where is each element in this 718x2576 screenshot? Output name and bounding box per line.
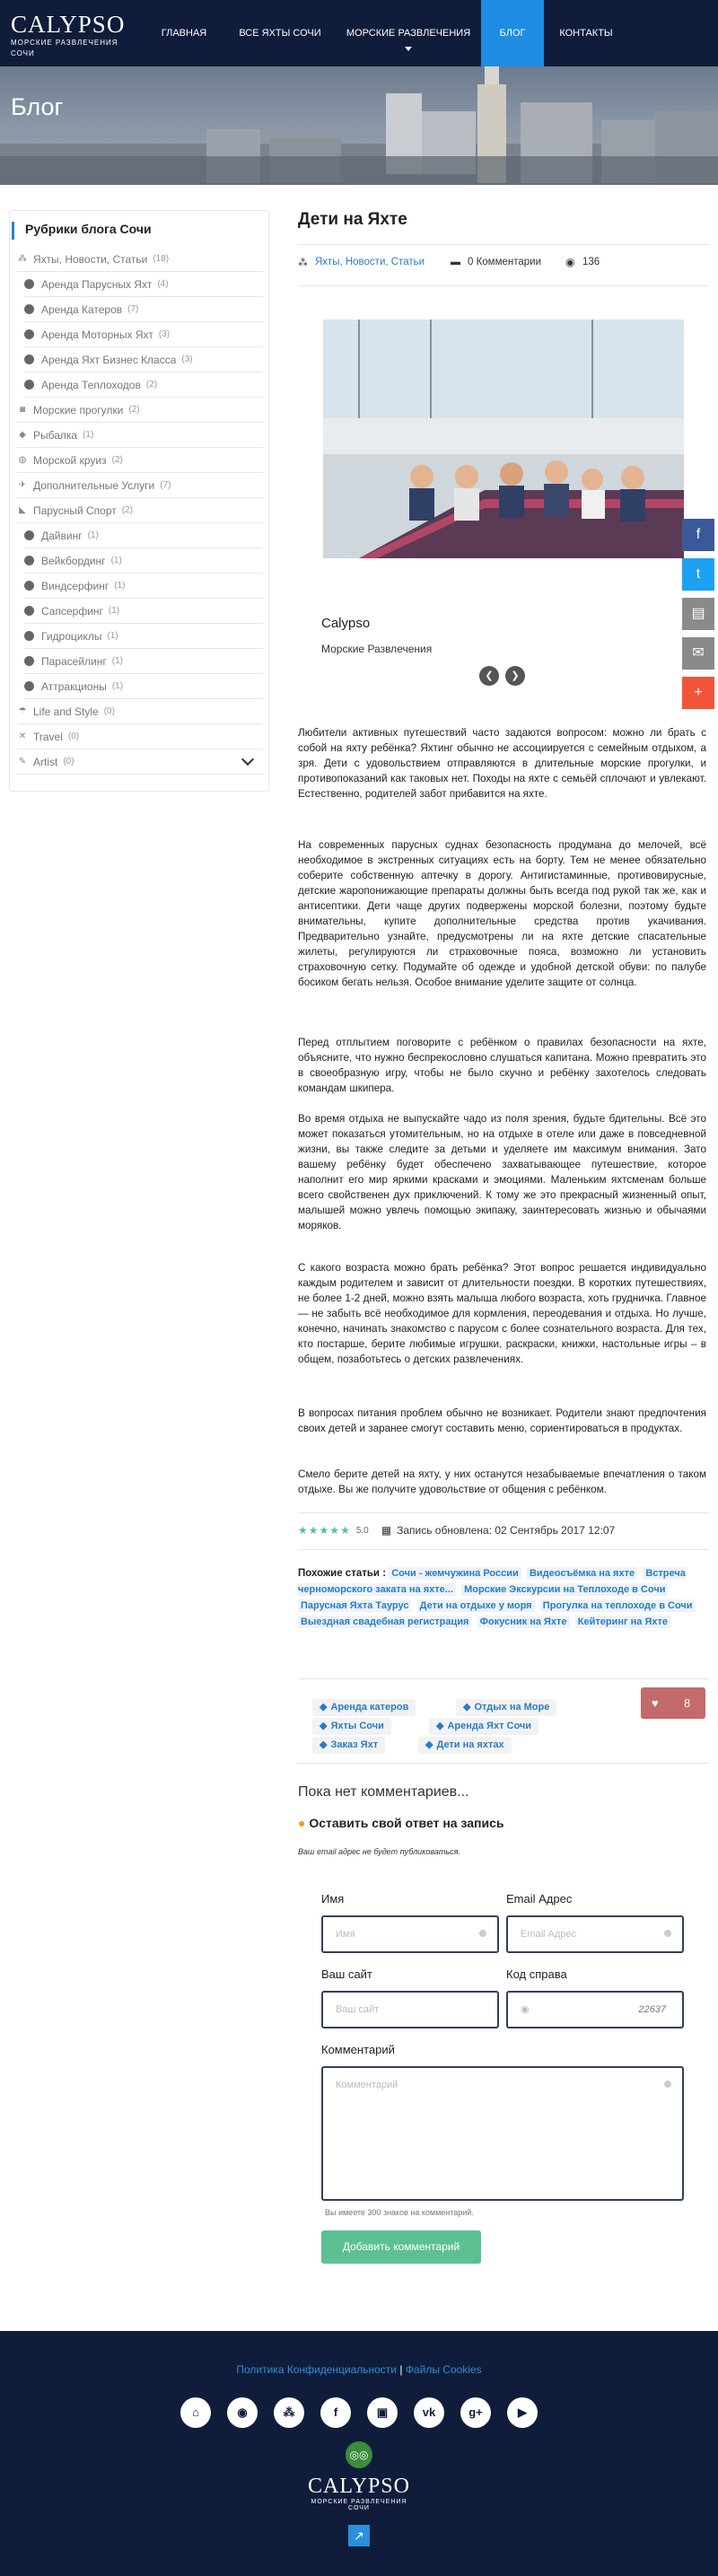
logo-title: CALYPSO	[11, 11, 126, 38]
sidebar-category-item[interactable]	[17, 749, 263, 775]
name-field[interactable]	[321, 1915, 499, 1953]
sidebar-category-item[interactable]	[17, 247, 263, 272]
divider	[298, 1549, 709, 1550]
sidebar-category-count: (2)	[128, 405, 140, 415]
related-link[interactable]: Видеосъёмка на яхте	[527, 1567, 637, 1580]
bullet-icon	[24, 556, 34, 565]
chars-left-text: Вы имеете 300 знаков на комментарий.	[325, 2208, 474, 2217]
twitter-icon: t	[696, 566, 701, 582]
sidebar-category-label: Гидроциклы	[41, 629, 102, 643]
sidebar-category-count: (1)	[111, 656, 123, 666]
tag-label: Аренда Яхт Сочи	[447, 1721, 532, 1731]
tag-icon: ◆	[463, 1702, 471, 1713]
no-comments-text: Пока нет комментариев...	[298, 1784, 469, 1800]
name-placeholder: Имя	[336, 1929, 355, 1940]
sidebar-category-count: (0)	[103, 706, 115, 716]
sidebar-category-item[interactable]	[24, 574, 263, 599]
related-link[interactable]: Фокусник на Яхте	[477, 1616, 570, 1628]
name-label: Имя	[321, 1892, 345, 1906]
youtube-icon[interactable]: ▶	[507, 2397, 538, 2428]
captcha-label: Код справа	[506, 1967, 567, 1981]
article-paragraph: Перед отплытием поговорите с ребёнком о правилах безопасности на яхте, объясните, что нужно беспрекословно слушаться капитана. Можно превратить это в своеобразную игру, чтобы не было скучно и ребёнку захотелось следовать командам шкипера.	[298, 1037, 706, 1094]
footer-logo-title: CALYPSO	[308, 2475, 410, 2498]
tag[interactable]	[456, 1699, 556, 1716]
globe-icon: ◍	[18, 455, 27, 465]
article-updated: Запись обновлена: 02 Сентябрь 2017 12:07	[397, 1524, 616, 1537]
rating-value: 5.0	[355, 1525, 369, 1536]
sidebar-heading: Рубрики блога Сочи	[12, 222, 152, 240]
sidebar-category-count: (0)	[67, 732, 80, 741]
bullet-icon	[24, 329, 34, 339]
calendar-icon: ▦	[381, 1524, 392, 1537]
sidebar-category-label: Аренда Моторных Яхт	[41, 328, 153, 341]
star-icon[interactable]: ★	[340, 1524, 350, 1537]
star-icon[interactable]: ★	[298, 1524, 308, 1537]
umbrella-icon: ☂	[18, 706, 27, 716]
mail-icon: ✉	[692, 645, 705, 661]
sidebar-category-item[interactable]	[24, 322, 263, 347]
site-logo[interactable]	[11, 11, 136, 56]
sidebar-category-item[interactable]	[17, 398, 263, 423]
bullet-icon	[24, 681, 34, 691]
heart-icon: ♥	[652, 1696, 659, 1710]
leave-reply-label: Оставить свой ответ на запись	[309, 1816, 504, 1830]
sidebar-category-label: Аренда Теплоходов	[41, 378, 141, 391]
article-paragraph: Во время отдыха не выпускайте чадо из поля зрения, будьте бдительны. Всё это может показаться утомительным, но на отдыхе в отеле или даже в повседневной жизни, вы также следите за детьми и уделяете им максимум внимания. Зато вашему ребёнку будет обеспечено захватывающее путешествие, которое наполнит его мир яркими красками и эмоциями. Маленьким яхтсменам больше всего свойственен дух приключений. К тому же это прекрасный жизненный опыт, малышей можно увлечь помощью экипажу, заинтересовать жизнью и обычаями моряков.	[298, 1113, 706, 1231]
sidebar-category-count: (7)	[160, 480, 171, 490]
website-placeholder: Ваш сайт	[336, 2004, 380, 2015]
comment-icon: ▬	[451, 257, 460, 267]
sidebar-category-count: (4)	[157, 279, 169, 289]
related-label: Похожие статьи :	[298, 1568, 387, 1579]
google-plus-icon[interactable]: g+	[460, 2397, 491, 2428]
comment-icon: ●	[298, 1816, 306, 1830]
tag-label: Дети на яхтах	[436, 1739, 504, 1750]
star-icon[interactable]: ★	[308, 1524, 319, 1537]
privacy-link[interactable]: Политика Конфиденциальности	[236, 2363, 397, 2376]
article-rating	[298, 1524, 615, 1537]
facebook-icon[interactable]: f	[320, 2397, 351, 2428]
status-dot	[479, 1930, 486, 1937]
footer-links	[0, 2363, 718, 2376]
nav-sea-entertainment-label: МОРСКИЕ РАЗВЛЕЧЕНИЯ	[346, 28, 471, 39]
status-dot	[664, 2081, 671, 2088]
sidebar-category-item[interactable]	[24, 674, 263, 699]
sidebar-category-item[interactable]	[17, 473, 263, 498]
related-link[interactable]: Встреча черноморского заката на яхте...	[298, 1568, 686, 1595]
star-icon[interactable]: ★	[319, 1524, 329, 1537]
sitemap-icon: ⁂	[298, 258, 308, 268]
home-icon[interactable]: ⌂	[180, 2397, 211, 2428]
blog-categories-sidebar	[9, 210, 269, 792]
cookies-link[interactable]: Файлы Cookies	[405, 2363, 482, 2376]
tag-label: Яхты Сочи	[330, 1721, 384, 1731]
related-link[interactable]: Выездная свадебная регистрация	[298, 1616, 471, 1628]
divider	[298, 285, 709, 286]
sidebar-category-count: (2)	[145, 380, 158, 390]
tag[interactable]	[312, 1699, 416, 1716]
vk-icon[interactable]: vk	[414, 2397, 444, 2428]
related-link[interactable]: Прогулка на теплоходе в Сочи	[540, 1599, 696, 1612]
twitter-share-button[interactable]	[682, 558, 714, 591]
sidebar-category-item[interactable]	[17, 498, 263, 523]
carousel-next-button[interactable]: ❯	[505, 666, 525, 686]
sidebar-category-label: Парусный Спорт	[33, 504, 117, 517]
email-field[interactable]	[506, 1915, 684, 1953]
bullet-icon	[24, 380, 34, 390]
like-button[interactable]	[641, 1687, 705, 1719]
sidebar-category-label: Аренда Парусных Яхт	[41, 277, 153, 291]
sitemap-icon[interactable]: ⁂	[274, 2397, 304, 2428]
article-category-link[interactable]: Яхты, Новости, Статьи	[315, 257, 425, 267]
article-paragraph: На современных парусных суднах безопасность продумана до мелочей, всё необходимое в экстренных ситуациях есть на борту. Тем не менее обязательно соберите собственную аптечку в дорогу. Антигистаминные, противовирусные, детские жаропонижающие препараты должны быть всегда под рукой так же, как и антисептики. Дети чаще других подвержены морской болезни, поэтому будьте внимательны, купите дополнительные средства против укачивания. Предварительно узнайте, предусмотрены ли на яхте детские спасательные жилеты, регулируются ли страховочные пояса, возможно ли установить страховочную сетку. Подумайте об одежде и удобной детской обуви: по палубе босиком бегать нельзя. Особое внимание уделите защите от солнца.	[298, 839, 706, 988]
bullet-icon	[24, 581, 34, 591]
star-icon[interactable]: ★	[329, 1524, 340, 1537]
chevron-down-icon	[405, 47, 412, 51]
sidebar-category-count: (3)	[158, 329, 171, 339]
sidebar-category-label: Морской круиз	[33, 453, 107, 467]
sidebar-category-label: Дополнительные Услуги	[33, 478, 155, 492]
more-share-button[interactable]	[682, 677, 714, 709]
captcha-code: 22637	[638, 2004, 666, 2015]
nav-home[interactable]: ГЛАВНАЯ	[161, 28, 207, 39]
eye-icon: ◉	[565, 256, 575, 268]
sidebar-category-count: (1)	[83, 430, 94, 440]
tag[interactable]	[312, 1718, 391, 1735]
related-link[interactable]: Сочи - жемчужина России	[389, 1567, 521, 1580]
article-views: 136	[582, 257, 600, 267]
article-comments-count[interactable]: 0 Комментарии	[468, 257, 542, 267]
hero-title: Блог	[11, 93, 64, 120]
city-skyline-image	[0, 66, 718, 185]
divider	[298, 244, 709, 245]
sidebar-category-label: Парасейлинг	[41, 654, 107, 668]
sidebar-category-item[interactable]	[17, 724, 263, 749]
submit-comment-button[interactable]: Добавить комментарий	[321, 2230, 481, 2264]
tag-label: Отдых на Море	[474, 1702, 550, 1713]
article-paragraph: С какого возраста можно брать ребёнка? Этот вопрос решается индивидуально каждым родителем и зависит от длительности поездки. В коротких путешествиях, не более 1-2 дней, можно взять малыша любого возраста, хоть грудничка. Главное — не забыть всё необходимое для кормления, переодевания и отдыха. Но лучше, конечно, начинать знакомство с парусом с более сознательного возраста. Для тех, кто постарше, берите любимые игрушки, раскраски, книжки, настольные игры – в общем, позаботьтесь о детских развлечениях.	[298, 1262, 706, 1365]
sidebar-category-item[interactable]	[24, 372, 263, 398]
sidebar-category-label: Аренда Катеров	[41, 302, 123, 316]
nav-sea-entertainment[interactable]	[346, 0, 471, 66]
sidebar-category-count: (1)	[111, 681, 124, 691]
comment-placeholder: Комментарий	[336, 2080, 398, 2090]
plane-icon: ✈	[18, 480, 27, 490]
article-paragraph: Любители активных путешествий часто задаются вопросом: можно ли брать с собой на яхту ребёнка? Яхтинг обычно не ассоциируется с семейным отдыхом, а зря. Дети с удовольствием отправляются в длительные морские прогулки, и противопоказаний как таковых нет. Походы на яхте с семьёй сплочают и увлекают. Естественно, родителей забот прибавится на яхте.	[298, 727, 706, 800]
sidebar-category-item[interactable]	[17, 423, 263, 448]
chevron-down-icon[interactable]	[241, 753, 254, 766]
tag-label: Заказ Яхт	[330, 1739, 379, 1750]
sidebar-category-item[interactable]	[24, 523, 263, 548]
nav-contacts[interactable]: КОНТАКТЫ	[559, 28, 613, 39]
sidebar-category-count: (1)	[114, 581, 126, 591]
print-icon: ▤	[691, 606, 705, 621]
sidebar-category-label: Морские прогулки	[33, 403, 124, 416]
bullet-icon	[24, 631, 34, 641]
comment-textarea[interactable]	[321, 2066, 684, 2201]
bullet-icon	[24, 279, 34, 289]
sidebar-category-item[interactable]	[24, 297, 263, 322]
footer-divider: |	[399, 2363, 403, 2376]
status-dot	[664, 1930, 671, 1937]
sail-icon: ◣	[19, 505, 26, 515]
bullet-icon	[24, 606, 34, 616]
sidebar-category-count: (7)	[127, 304, 139, 314]
tag[interactable]	[312, 1737, 385, 1754]
sidebar-category-item[interactable]	[24, 548, 263, 574]
sidebar-category-item[interactable]	[17, 699, 263, 724]
sidebar-category-label: Life and Style	[33, 705, 99, 718]
sidebar-category-item[interactable]	[24, 599, 263, 624]
article-paragraph: В вопросах питания проблем обычно не возникает. Родители знают предпочтения своих детей и заранее смогут составить меню, сориентироваться в продуктах.	[298, 1407, 706, 1434]
tag[interactable]	[418, 1737, 512, 1754]
related-link[interactable]: Дети на отдыхе у моря	[417, 1599, 535, 1612]
article-paragraph: Смело берите детей на яхту, у них останутся незабываемые впечатления о таком отдыхе. Вы же получите удовольствие от общения с ребёнком.	[298, 1468, 706, 1495]
related-link[interactable]: Парусная Яхта Таурус	[298, 1599, 411, 1612]
sidebar-category-label: Artist	[33, 755, 58, 768]
leave-reply-heading	[298, 1816, 503, 1830]
rss-icon[interactable]: ◉	[227, 2397, 258, 2428]
bullet-icon	[24, 355, 34, 364]
tripadvisor-icon[interactable]: ◎◎	[346, 2441, 372, 2468]
article-title: Дети на Яхте	[298, 210, 407, 229]
slide-caption: Calypso	[321, 616, 371, 631]
sidebar-category-label: Яхты, Новости, Статьи	[33, 252, 148, 266]
website-field[interactable]	[321, 1991, 499, 2028]
sidebar-category-item[interactable]	[24, 624, 263, 649]
nav-all-yachts[interactable]: ВСЕ ЯХТЫ СОЧИ	[239, 28, 321, 39]
eye-icon: ◉	[521, 2004, 530, 2015]
tag-icon: ◆	[320, 1721, 328, 1731]
captcha-field[interactable]	[506, 1991, 684, 2028]
sidebar-category-item[interactable]	[24, 649, 263, 674]
sidebar-category-count: (1)	[110, 556, 122, 565]
tag-icon: ◆	[320, 1739, 328, 1750]
sidebar-category-label: Аренда Яхт Бизнес Класса	[41, 353, 177, 366]
scroll-top-button[interactable]	[348, 2525, 370, 2546]
fish-icon: ◆	[19, 430, 26, 440]
children-on-yacht-photo	[323, 320, 684, 558]
divider	[298, 1512, 709, 1513]
tag-label: Аренда катеров	[330, 1702, 409, 1713]
bullet-icon	[24, 656, 34, 666]
sidebar-category-item[interactable]	[24, 272, 263, 297]
tag[interactable]	[429, 1718, 538, 1735]
sidebar-category-label: Сапсерфинг	[41, 604, 103, 618]
facebook-share-button[interactable]	[682, 519, 714, 551]
sidebar-category-count: (2)	[111, 455, 123, 465]
bullet-icon	[24, 530, 34, 540]
top-navbar	[0, 0, 718, 66]
sidebar-category-count: (3)	[181, 355, 193, 364]
plus-icon: +	[694, 685, 703, 700]
carousel-prev-button[interactable]: ❮	[479, 666, 499, 686]
article-image-carousel[interactable]	[323, 320, 684, 558]
email-label: Email Адрес	[506, 1892, 573, 1906]
camera-icon: ◙	[19, 405, 26, 415]
tag-icon: ◆	[425, 1739, 433, 1750]
email-share-button[interactable]	[682, 637, 714, 670]
nav-blog[interactable]: БЛОГ	[481, 0, 544, 66]
like-count: 8	[684, 1696, 691, 1710]
logo-subtitle: МОРСКИЕ РАЗВЛЕЧЕНИЯ СОЧИ	[11, 39, 118, 57]
comment-label: Комментарий	[321, 2043, 395, 2056]
sidebar-category-item[interactable]	[17, 448, 263, 473]
article-meta	[298, 257, 709, 271]
sitemap-icon: ⁂	[18, 254, 27, 264]
website-label: Ваш сайт	[321, 1967, 372, 1981]
sidebar-category-count: (0)	[63, 757, 74, 767]
brush-icon: ✎	[18, 757, 27, 767]
sidebar-category-label: Вейкбординг	[41, 554, 106, 567]
footer-logo[interactable]	[305, 2475, 413, 2511]
sidebar-category-label: Виндсерфинг	[41, 579, 109, 592]
email-notice: Ваш email адрес не будет публиковаться.	[298, 1847, 460, 1856]
hero-banner	[0, 66, 718, 185]
related-link[interactable]: Морские Экскурсии на Теплоходе в Сочи	[461, 1583, 668, 1596]
related-articles	[298, 1565, 709, 1630]
sidebar-category-count: (1)	[87, 530, 99, 540]
sidebar-category-label: Аттракционы	[41, 679, 107, 693]
sidebar-category-count: (2)	[121, 505, 133, 515]
close-icon: ✕	[18, 732, 27, 741]
footer-logo-subtitle: МОРСКИЕ РАЗВЛЕЧЕНИЯ СОЧИ	[311, 2499, 407, 2511]
print-button[interactable]	[682, 598, 714, 630]
sidebar-category-item[interactable]	[24, 347, 263, 372]
sidebar-category-count: (1)	[107, 631, 118, 641]
sidebar-category-label: Travel	[33, 730, 63, 743]
tag-icon: ◆	[436, 1721, 444, 1731]
arrow-up-icon: ↗	[354, 2528, 364, 2543]
facebook-icon: f	[696, 527, 701, 542]
instagram-icon[interactable]: ▣	[367, 2397, 398, 2428]
slide-subcaption: Морские Развлечения	[321, 643, 433, 655]
divider	[298, 1763, 709, 1764]
sidebar-category-count: (18)	[153, 254, 170, 264]
sidebar-category-label: Дайвинг	[41, 529, 83, 542]
bullet-icon	[24, 304, 34, 314]
tag-icon: ◆	[320, 1702, 328, 1713]
sidebar-category-count: (1)	[108, 606, 120, 616]
divider	[298, 1678, 709, 1679]
sidebar-category-label: Рыбалка	[33, 428, 78, 442]
related-link[interactable]: Кейтеринг на Яхте	[575, 1616, 670, 1628]
email-placeholder: Email Адрес	[521, 1929, 577, 1940]
